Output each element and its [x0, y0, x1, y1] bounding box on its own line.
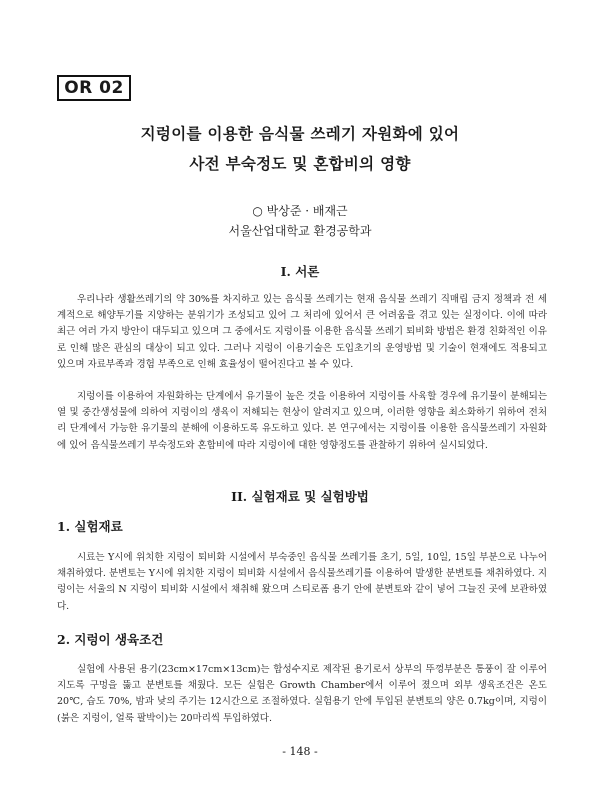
subsection-heading-growth: 2. 지렁이 생육조건 — [57, 632, 164, 647]
section-heading-intro: I. 서론 — [280, 264, 320, 279]
section-heading-methods: II. 실험재료 및 실험방법 — [231, 489, 369, 504]
affiliation: 서울산업대학교 환경공학과 — [228, 224, 372, 238]
session-code-box: OR 02 — [57, 75, 131, 101]
page-number: - 148 - — [282, 745, 318, 758]
materials-paragraph: 시료는 Y시에 위치한 지렁이 퇴비화 시설에서 부숙중인 음식물 쓰레기를 초기, 5일, 10일, 15일 부분으로 나누어 채취하였다. 분변토는 Y시에 위치한 지렁이 퇴비화 시설에서 음식물쓰레기를 이용하여 발생한 분변토를 채취하였다. 지렁이는 서울의 N 지렁이 퇴비화 시설에서 채취해 왔으며 스티로폼 용기 안에 분변토와 같이 넣어 그늘진 곳에 보관하였다. — [57, 552, 547, 612]
growth-paragraph: 실험에 사용된 용기(23cm×17cm×13cm)는 합성수지로 제작된 용기로서 상부의 뚜껑부분은 통풍이 잘 이루어지도록 구멍을 뚫고 분변토를 채웠다. 모든 실험은 Growth Chamber에서 이루어 졌으며 외부 생육조건은 온도 20℃, 습도 70%, 밤과 낮의 주기는 12시간으로 조절하였다. 실험용기 안에 투입된 분변토의 양은 0.7kg이며, 지렁이(붉은 지렁이, 얼룩 팔박이)는 20마리씩 투입하였다. — [57, 664, 547, 724]
intro-paragraph-1: 우리나라 생활쓰레기의 약 30%를 차지하고 있는 음식물 쓰레기는 현재 음식물 쓰레기 직매립 금지 정책과 전 세계적으로 해양투기를 지양하는 분위기가 조성되고 있어 그 처리에 있어서 큰 어려움을 겪고 있는 실정이다. 이에 따라 최근 여러 가지 방안이 대두되고 있으며 그 중에서도 지렁이를 이용한 음식물 쓰레기 퇴비화 방법은 환경 친화적인 이유로 인해 많은 관심의 대상이 되고 있다. 그러나 지렁이 이용기술은 도입초기의 운영방법 및 기술이 현재에도 적용되고 있으며 자료부족과 경험 부족으로 인해 효율성이 떨어진다고 볼 수 있다. — [57, 294, 547, 370]
subsection-heading-materials: 1. 실험재료 — [57, 519, 123, 534]
authors: ○ 박상준 · 배재근 — [252, 204, 348, 218]
paper-title-line-1: 지렁이를 이용한 음식물 쓰레기 자원화에 있어 — [140, 124, 460, 143]
intro-paragraph-2: 지렁이를 이용하여 자원화하는 단계에서 유기물이 높은 것을 이용하여 지렁이를 사육할 경우에 유기물이 분해되는 열 및 중간생성물에 의하여 지렁이의 생육이 저해되는 현상이 알려지고 있으며, 이러한 영향을 최소화하기 위하여 전처리 단계에서 가능한 유기물의 분해에 이용하도록 유도하고 있다. 본 연구에서는 지렁이를 이용한 음식물쓰레기 자원화에 있어 음식물쓰레기 부숙정도와 혼합비에 따라 지렁이에 대한 영향정도를 관찰하기 위하여 실시되었다. — [57, 391, 547, 451]
paper-title-line-2: 사전 부숙정도 및 혼합비의 영향 — [189, 154, 411, 173]
